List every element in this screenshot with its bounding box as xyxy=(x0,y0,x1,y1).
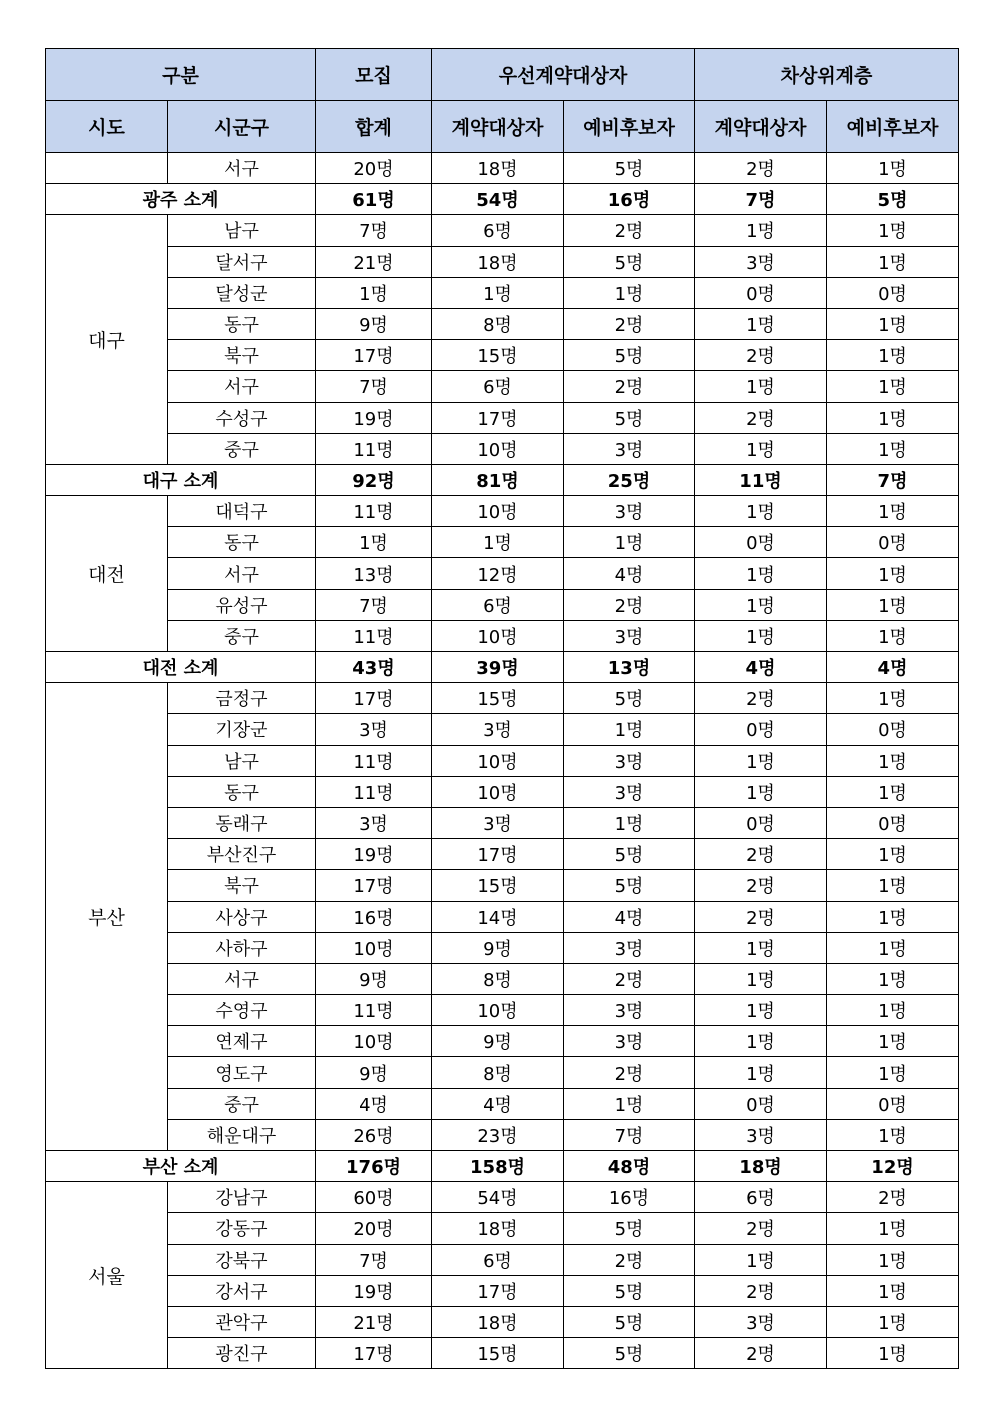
near-poor-reserve-cell: 0명 xyxy=(827,527,959,558)
near-poor-contract-cell: 0명 xyxy=(695,714,827,745)
priority-contract-cell: 6명 xyxy=(432,371,564,402)
total-cell: 4명 xyxy=(316,1088,432,1119)
near-poor-contract-cell: 2명 xyxy=(695,153,827,184)
priority-contract-cell: 39명 xyxy=(432,652,564,683)
total-cell: 20명 xyxy=(316,153,432,184)
sigungu-cell: 동구 xyxy=(168,308,316,339)
table-row xyxy=(46,558,959,589)
near-poor-contract-cell: 2명 xyxy=(695,683,827,714)
sigungu-cell: 달서구 xyxy=(168,246,316,277)
total-cell: 17명 xyxy=(316,683,432,714)
priority-contract-cell: 17명 xyxy=(432,402,564,433)
total-cell: 61명 xyxy=(316,184,432,215)
total-cell: 11명 xyxy=(316,496,432,527)
table-row xyxy=(46,1119,959,1150)
sido-cell: 대전 xyxy=(46,496,168,652)
priority-contract-cell: 12명 xyxy=(432,558,564,589)
header-near-poor-contract-target: 계약대상자 xyxy=(695,101,827,153)
sigungu-cell: 동래구 xyxy=(168,807,316,838)
priority-reserve-cell: 5명 xyxy=(564,1275,695,1306)
table-row xyxy=(46,1306,959,1337)
priority-contract-cell: 10명 xyxy=(432,496,564,527)
sigungu-cell: 서구 xyxy=(168,371,316,402)
sigungu-cell: 달성군 xyxy=(168,277,316,308)
total-cell: 1명 xyxy=(316,277,432,308)
table-row xyxy=(46,246,959,277)
priority-reserve-cell: 5명 xyxy=(564,1213,695,1244)
table-row xyxy=(46,1244,959,1275)
near-poor-contract-cell: 2명 xyxy=(695,1275,827,1306)
priority-contract-cell: 14명 xyxy=(432,901,564,932)
header-near-poor-reserve: 예비후보자 xyxy=(827,101,959,153)
sigungu-cell: 서구 xyxy=(168,558,316,589)
table-row xyxy=(46,308,959,339)
priority-reserve-cell: 25명 xyxy=(564,464,695,495)
priority-contract-cell: 17명 xyxy=(432,839,564,870)
table-row xyxy=(46,901,959,932)
total-cell: 19명 xyxy=(316,839,432,870)
priority-reserve-cell: 1명 xyxy=(564,1088,695,1119)
sigungu-cell: 수영구 xyxy=(168,995,316,1026)
priority-contract-cell: 18명 xyxy=(432,153,564,184)
near-poor-contract-cell: 0명 xyxy=(695,807,827,838)
table-row xyxy=(46,402,959,433)
near-poor-reserve-cell: 1명 xyxy=(827,215,959,246)
near-poor-reserve-cell: 0명 xyxy=(827,807,959,838)
sigungu-cell: 부산진구 xyxy=(168,839,316,870)
total-cell: 1명 xyxy=(316,527,432,558)
subtotal-row xyxy=(46,184,959,215)
priority-contract-cell: 18명 xyxy=(432,1306,564,1337)
priority-reserve-cell: 16명 xyxy=(564,184,695,215)
subtotal-label: 부산 소계 xyxy=(46,1151,316,1182)
total-cell: 11명 xyxy=(316,620,432,651)
priority-contract-cell: 10명 xyxy=(432,433,564,464)
priority-contract-cell: 6명 xyxy=(432,215,564,246)
priority-reserve-cell: 5명 xyxy=(564,153,695,184)
total-cell: 10명 xyxy=(316,1026,432,1057)
near-poor-contract-cell: 2명 xyxy=(695,402,827,433)
priority-reserve-cell: 48명 xyxy=(564,1151,695,1182)
total-cell: 10명 xyxy=(316,932,432,963)
priority-reserve-cell: 13명 xyxy=(564,652,695,683)
priority-reserve-cell: 4명 xyxy=(564,901,695,932)
near-poor-contract-cell: 3명 xyxy=(695,1306,827,1337)
near-poor-contract-cell: 1명 xyxy=(695,1026,827,1057)
near-poor-reserve-cell: 1명 xyxy=(827,1306,959,1337)
table-row xyxy=(46,589,959,620)
priority-reserve-cell: 5명 xyxy=(564,870,695,901)
sido-cell xyxy=(46,153,168,184)
sigungu-cell: 기장군 xyxy=(168,714,316,745)
table-row xyxy=(46,1026,959,1057)
sigungu-cell: 북구 xyxy=(168,870,316,901)
total-cell: 17명 xyxy=(316,870,432,901)
priority-contract-cell: 15명 xyxy=(432,683,564,714)
near-poor-contract-cell: 1명 xyxy=(695,932,827,963)
near-poor-reserve-cell: 1명 xyxy=(827,1213,959,1244)
near-poor-contract-cell: 2명 xyxy=(695,901,827,932)
table-row xyxy=(46,433,959,464)
near-poor-reserve-cell: 1명 xyxy=(827,1275,959,1306)
near-poor-reserve-cell: 1명 xyxy=(827,589,959,620)
sigungu-cell: 유성구 xyxy=(168,589,316,620)
sigungu-cell: 중구 xyxy=(168,620,316,651)
sigungu-cell: 영도구 xyxy=(168,1057,316,1088)
near-poor-reserve-cell: 1명 xyxy=(827,901,959,932)
subtotal-label: 대구 소계 xyxy=(46,464,316,495)
total-cell: 11명 xyxy=(316,433,432,464)
table-row xyxy=(46,215,959,246)
near-poor-reserve-cell: 1명 xyxy=(827,745,959,776)
sigungu-cell: 중구 xyxy=(168,433,316,464)
near-poor-contract-cell: 1명 xyxy=(695,776,827,807)
near-poor-contract-cell: 0명 xyxy=(695,527,827,558)
sigungu-cell: 중구 xyxy=(168,1088,316,1119)
table-row xyxy=(46,1057,959,1088)
priority-reserve-cell: 5명 xyxy=(564,839,695,870)
near-poor-contract-cell: 1명 xyxy=(695,433,827,464)
table-row xyxy=(46,745,959,776)
priority-reserve-cell: 3명 xyxy=(564,620,695,651)
priority-contract-cell: 8명 xyxy=(432,1057,564,1088)
near-poor-contract-cell: 1명 xyxy=(695,589,827,620)
priority-reserve-cell: 1명 xyxy=(564,807,695,838)
priority-reserve-cell: 16명 xyxy=(564,1182,695,1213)
table-row xyxy=(46,1275,959,1306)
priority-reserve-cell: 5명 xyxy=(564,340,695,371)
priority-reserve-cell: 5명 xyxy=(564,402,695,433)
total-cell: 60명 xyxy=(316,1182,432,1213)
priority-reserve-cell: 7명 xyxy=(564,1119,695,1150)
total-cell: 3명 xyxy=(316,807,432,838)
priority-contract-cell: 3명 xyxy=(432,807,564,838)
sigungu-cell: 동구 xyxy=(168,527,316,558)
priority-reserve-cell: 3명 xyxy=(564,745,695,776)
header-total: 합계 xyxy=(316,101,432,153)
near-poor-reserve-cell: 1명 xyxy=(827,153,959,184)
priority-reserve-cell: 2명 xyxy=(564,371,695,402)
table-row xyxy=(46,153,959,184)
total-cell: 11명 xyxy=(316,745,432,776)
priority-reserve-cell: 1명 xyxy=(564,714,695,745)
priority-reserve-cell: 2명 xyxy=(564,1244,695,1275)
total-cell: 17명 xyxy=(316,1338,432,1369)
sido-cell: 서울 xyxy=(46,1182,168,1369)
table-row xyxy=(46,340,959,371)
table-row xyxy=(46,371,959,402)
total-cell: 26명 xyxy=(316,1119,432,1150)
priority-contract-cell: 158명 xyxy=(432,1151,564,1182)
sigungu-cell: 북구 xyxy=(168,340,316,371)
priority-contract-cell: 17명 xyxy=(432,1275,564,1306)
near-poor-contract-cell: 1명 xyxy=(695,308,827,339)
header-row-bottom xyxy=(46,101,959,153)
sigungu-cell: 남구 xyxy=(168,215,316,246)
priority-contract-cell: 4명 xyxy=(432,1088,564,1119)
priority-reserve-cell: 3명 xyxy=(564,995,695,1026)
priority-reserve-cell: 2명 xyxy=(564,215,695,246)
total-cell: 19명 xyxy=(316,402,432,433)
near-poor-reserve-cell: 1명 xyxy=(827,371,959,402)
near-poor-reserve-cell: 1명 xyxy=(827,1244,959,1275)
sigungu-cell: 관악구 xyxy=(168,1306,316,1337)
near-poor-reserve-cell: 7명 xyxy=(827,464,959,495)
near-poor-contract-cell: 1명 xyxy=(695,371,827,402)
total-cell: 21명 xyxy=(316,246,432,277)
total-cell: 9명 xyxy=(316,963,432,994)
priority-reserve-cell: 5명 xyxy=(564,683,695,714)
sigungu-cell: 사하구 xyxy=(168,932,316,963)
near-poor-reserve-cell: 0명 xyxy=(827,277,959,308)
near-poor-reserve-cell: 4명 xyxy=(827,652,959,683)
total-cell: 7명 xyxy=(316,215,432,246)
near-poor-reserve-cell: 1명 xyxy=(827,870,959,901)
near-poor-reserve-cell: 1명 xyxy=(827,558,959,589)
near-poor-contract-cell: 2명 xyxy=(695,870,827,901)
table-row xyxy=(46,1088,959,1119)
table-row xyxy=(46,277,959,308)
near-poor-reserve-cell: 1명 xyxy=(827,839,959,870)
header-priority-contract-target: 계약대상자 xyxy=(432,101,564,153)
header-mojip: 모집 xyxy=(316,49,432,101)
subtotal-row xyxy=(46,464,959,495)
sido-cell: 대구 xyxy=(46,215,168,465)
sigungu-cell: 해운대구 xyxy=(168,1119,316,1150)
near-poor-reserve-cell: 1명 xyxy=(827,995,959,1026)
near-poor-contract-cell: 0명 xyxy=(695,1088,827,1119)
sigungu-cell: 서구 xyxy=(168,153,316,184)
near-poor-contract-cell: 1명 xyxy=(695,215,827,246)
priority-contract-cell: 3명 xyxy=(432,714,564,745)
sigungu-cell: 강남구 xyxy=(168,1182,316,1213)
total-cell: 11명 xyxy=(316,995,432,1026)
priority-contract-cell: 10명 xyxy=(432,995,564,1026)
near-poor-reserve-cell: 1명 xyxy=(827,496,959,527)
sigungu-cell: 동구 xyxy=(168,776,316,807)
total-cell: 7명 xyxy=(316,1244,432,1275)
total-cell: 43명 xyxy=(316,652,432,683)
near-poor-reserve-cell: 1명 xyxy=(827,1119,959,1150)
priority-contract-cell: 6명 xyxy=(432,589,564,620)
priority-reserve-cell: 2명 xyxy=(564,308,695,339)
subtotal-label: 광주 소계 xyxy=(46,184,316,215)
priority-contract-cell: 1명 xyxy=(432,277,564,308)
near-poor-contract-cell: 2명 xyxy=(695,839,827,870)
near-poor-contract-cell: 1명 xyxy=(695,558,827,589)
priority-reserve-cell: 1명 xyxy=(564,527,695,558)
priority-reserve-cell: 3명 xyxy=(564,776,695,807)
near-poor-contract-cell: 2명 xyxy=(695,1338,827,1369)
near-poor-contract-cell: 1명 xyxy=(695,745,827,776)
near-poor-reserve-cell: 2명 xyxy=(827,1182,959,1213)
table-row xyxy=(46,1213,959,1244)
header-sido: 시도 xyxy=(46,101,168,153)
near-poor-reserve-cell: 1명 xyxy=(827,308,959,339)
table-row xyxy=(46,932,959,963)
priority-contract-cell: 9명 xyxy=(432,1026,564,1057)
header-sigungu: 시군구 xyxy=(168,101,316,153)
priority-contract-cell: 8명 xyxy=(432,963,564,994)
near-poor-reserve-cell: 1명 xyxy=(827,620,959,651)
near-poor-contract-cell: 18명 xyxy=(695,1151,827,1182)
table-row xyxy=(46,683,959,714)
near-poor-reserve-cell: 1명 xyxy=(827,433,959,464)
table-row xyxy=(46,1182,959,1213)
near-poor-contract-cell: 4명 xyxy=(695,652,827,683)
sigungu-cell: 대덕구 xyxy=(168,496,316,527)
total-cell: 9명 xyxy=(316,308,432,339)
near-poor-reserve-cell: 1명 xyxy=(827,932,959,963)
near-poor-reserve-cell: 0명 xyxy=(827,714,959,745)
header-row-top xyxy=(46,49,959,101)
sigungu-cell: 서구 xyxy=(168,963,316,994)
near-poor-contract-cell: 6명 xyxy=(695,1182,827,1213)
table-row xyxy=(46,496,959,527)
near-poor-contract-cell: 1명 xyxy=(695,963,827,994)
header-priority-contract: 우선계약대상자 xyxy=(432,49,695,101)
near-poor-reserve-cell: 1명 xyxy=(827,1026,959,1057)
table-row xyxy=(46,839,959,870)
priority-contract-cell: 6명 xyxy=(432,1244,564,1275)
priority-contract-cell: 54명 xyxy=(432,184,564,215)
near-poor-contract-cell: 3명 xyxy=(695,1119,827,1150)
priority-reserve-cell: 3명 xyxy=(564,1026,695,1057)
near-poor-contract-cell: 7명 xyxy=(695,184,827,215)
header-gubun: 구분 xyxy=(46,49,316,101)
sigungu-cell: 광진구 xyxy=(168,1338,316,1369)
sigungu-cell: 남구 xyxy=(168,745,316,776)
near-poor-contract-cell: 1명 xyxy=(695,995,827,1026)
table-row xyxy=(46,527,959,558)
header-near-poor: 차상위계층 xyxy=(695,49,959,101)
priority-reserve-cell: 1명 xyxy=(564,277,695,308)
table-row xyxy=(46,995,959,1026)
total-cell: 21명 xyxy=(316,1306,432,1337)
near-poor-reserve-cell: 1명 xyxy=(827,246,959,277)
priority-contract-cell: 10명 xyxy=(432,745,564,776)
priority-contract-cell: 15명 xyxy=(432,870,564,901)
table-row xyxy=(46,807,959,838)
sigungu-cell: 강동구 xyxy=(168,1213,316,1244)
table-header xyxy=(46,49,959,153)
near-poor-reserve-cell: 1명 xyxy=(827,340,959,371)
priority-reserve-cell: 2명 xyxy=(564,963,695,994)
total-cell: 92명 xyxy=(316,464,432,495)
priority-reserve-cell: 3명 xyxy=(564,496,695,527)
sigungu-cell: 금정구 xyxy=(168,683,316,714)
total-cell: 3명 xyxy=(316,714,432,745)
near-poor-contract-cell: 0명 xyxy=(695,277,827,308)
near-poor-contract-cell: 3명 xyxy=(695,246,827,277)
near-poor-contract-cell: 2명 xyxy=(695,340,827,371)
total-cell: 7명 xyxy=(316,589,432,620)
total-cell: 11명 xyxy=(316,776,432,807)
total-cell: 13명 xyxy=(316,558,432,589)
priority-contract-cell: 15명 xyxy=(432,1338,564,1369)
priority-contract-cell: 10명 xyxy=(432,620,564,651)
priority-reserve-cell: 3명 xyxy=(564,932,695,963)
near-poor-contract-cell: 2명 xyxy=(695,1213,827,1244)
priority-reserve-cell: 3명 xyxy=(564,433,695,464)
near-poor-reserve-cell: 1명 xyxy=(827,1338,959,1369)
total-cell: 9명 xyxy=(316,1057,432,1088)
priority-contract-cell: 81명 xyxy=(432,464,564,495)
near-poor-reserve-cell: 1명 xyxy=(827,963,959,994)
priority-contract-cell: 15명 xyxy=(432,340,564,371)
near-poor-contract-cell: 11명 xyxy=(695,464,827,495)
near-poor-reserve-cell: 1명 xyxy=(827,776,959,807)
priority-reserve-cell: 2명 xyxy=(564,589,695,620)
table-row xyxy=(46,620,959,651)
priority-reserve-cell: 5명 xyxy=(564,1338,695,1369)
near-poor-reserve-cell: 1명 xyxy=(827,402,959,433)
table-row xyxy=(46,870,959,901)
sigungu-cell: 수성구 xyxy=(168,402,316,433)
total-cell: 16명 xyxy=(316,901,432,932)
near-poor-reserve-cell: 1명 xyxy=(827,1057,959,1088)
total-cell: 20명 xyxy=(316,1213,432,1244)
sigungu-cell: 강북구 xyxy=(168,1244,316,1275)
sido-cell: 부산 xyxy=(46,683,168,1151)
sigungu-cell: 사상구 xyxy=(168,901,316,932)
table-body xyxy=(46,153,959,1369)
subtotal-row xyxy=(46,1151,959,1182)
near-poor-reserve-cell: 5명 xyxy=(827,184,959,215)
priority-contract-cell: 18명 xyxy=(432,1213,564,1244)
table-row xyxy=(46,714,959,745)
near-poor-contract-cell: 1명 xyxy=(695,1057,827,1088)
near-poor-reserve-cell: 12명 xyxy=(827,1151,959,1182)
sigungu-cell: 강서구 xyxy=(168,1275,316,1306)
near-poor-contract-cell: 1명 xyxy=(695,496,827,527)
total-cell: 7명 xyxy=(316,371,432,402)
priority-reserve-cell: 5명 xyxy=(564,1306,695,1337)
priority-contract-cell: 54명 xyxy=(432,1182,564,1213)
subtotal-label: 대전 소계 xyxy=(46,652,316,683)
total-cell: 17명 xyxy=(316,340,432,371)
total-cell: 176명 xyxy=(316,1151,432,1182)
priority-contract-cell: 18명 xyxy=(432,246,564,277)
priority-contract-cell: 8명 xyxy=(432,308,564,339)
subtotal-row xyxy=(46,652,959,683)
priority-contract-cell: 1명 xyxy=(432,527,564,558)
near-poor-contract-cell: 1명 xyxy=(695,620,827,651)
sigungu-cell: 연제구 xyxy=(168,1026,316,1057)
total-cell: 19명 xyxy=(316,1275,432,1306)
priority-contract-cell: 9명 xyxy=(432,932,564,963)
priority-reserve-cell: 2명 xyxy=(564,1057,695,1088)
near-poor-contract-cell: 1명 xyxy=(695,1244,827,1275)
priority-reserve-cell: 4명 xyxy=(564,558,695,589)
header-priority-reserve: 예비후보자 xyxy=(564,101,695,153)
priority-contract-cell: 23명 xyxy=(432,1119,564,1150)
table-row xyxy=(46,776,959,807)
near-poor-reserve-cell: 0명 xyxy=(827,1088,959,1119)
priority-contract-cell: 10명 xyxy=(432,776,564,807)
recruitment-table xyxy=(45,48,959,1369)
priority-reserve-cell: 5명 xyxy=(564,246,695,277)
near-poor-reserve-cell: 1명 xyxy=(827,683,959,714)
table-row xyxy=(46,963,959,994)
table-row xyxy=(46,1338,959,1369)
